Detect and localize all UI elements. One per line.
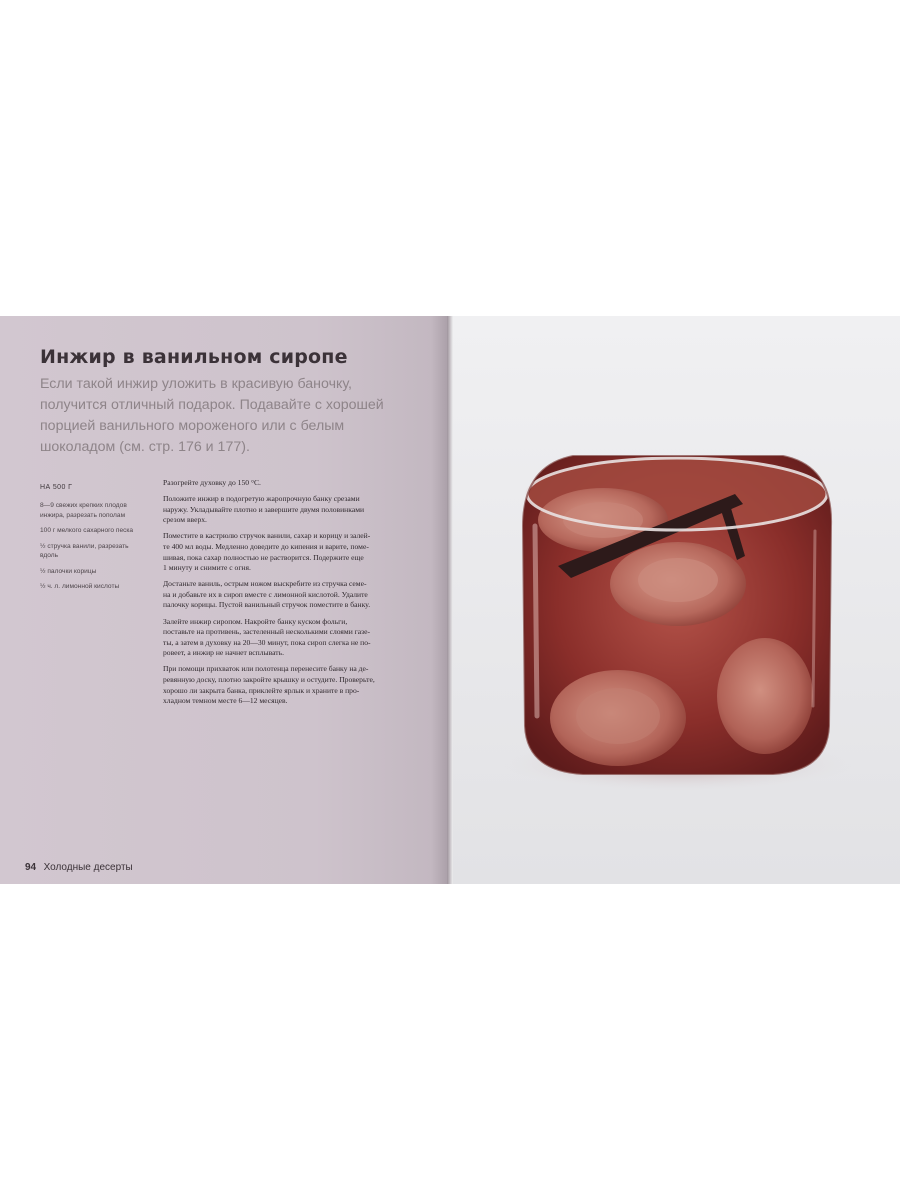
method-step: Достаньте ваниль, острым ножом выскребите из стручка семе- на и добавьте их в сироп вместе с лимонной кислотой. Удалите палочку корицы. Пустой ванильный стручок поместите в банку. bbox=[163, 579, 371, 610]
ingredient-item: ½ палочки корицы bbox=[40, 567, 97, 575]
method-step: Залейте инжир сиропом. Накройте банку куском фольги, поставьте на противень, застеленный несколькими слоями газе- ты, а затем в духовку на 20—30 минут, пока сироп слегка не по- ровеет, а инжир не начнет всплывать. bbox=[163, 616, 371, 658]
recipe-title: Инжир в ванильном сиропе bbox=[40, 346, 348, 368]
photo-jar-of-figs bbox=[453, 316, 900, 884]
recipe-intro: Если такой инжир уложить в красивую баночку, получится отличный подарок. Подавайте с хорошей порцией ванильного мороженого или с белым шоколадом (см. стр. 176 и 177). bbox=[40, 376, 384, 455]
ingredient-item: 100 г мелкого сахарного песка bbox=[40, 527, 134, 534]
method-steps bbox=[163, 478, 411, 712]
book-spread bbox=[0, 316, 900, 884]
ingredient-item: 8—9 свежих крепких плодов инжира, разрезать пополам bbox=[40, 502, 127, 519]
ingredient-item: ½ ч. л. лимонной кислоты bbox=[40, 583, 120, 590]
ingredient-list bbox=[40, 501, 145, 598]
section-name: Холодные десерты bbox=[43, 862, 133, 873]
method-step: При помощи прихваток или полотенца перенесите банку на де- ревянную доску, плотно закройте крышку и остудите. Проверьте, хорошо ли закрыта банка, приклейте ярлык и храните в про- хладном темном месте 6—12 месяцев. bbox=[163, 664, 375, 706]
fig-slice bbox=[610, 542, 746, 626]
fig-slice bbox=[717, 638, 813, 754]
page-number: 94 bbox=[25, 862, 37, 873]
ingredient-item: ½ стручка ванили, разрезать вдоль bbox=[40, 542, 129, 559]
method-step: Поместите в кастрюлю стручок ванили, сахар и корицу и залей- те 400 мл воды. Медленно доведите до кипения и варите, поме- шивая, пока сахар полностью не растворится. Подержите еще 1 минуту и снимите с огня. bbox=[163, 531, 371, 573]
method-step: Положите инжир в подогретую жаропрочную банку срезами наружу. Укладывайте плотно и завершите двумя половинками срезом вверх. bbox=[163, 494, 365, 525]
left-page bbox=[0, 316, 449, 884]
method-step: Разогрейте духовку до 150 °С. bbox=[163, 478, 261, 487]
right-page bbox=[453, 316, 900, 884]
recipe-yield: НА 500 Г bbox=[40, 484, 73, 491]
glass-jar bbox=[523, 456, 831, 774]
fig-slice bbox=[550, 670, 686, 766]
page-footer bbox=[25, 857, 133, 875]
